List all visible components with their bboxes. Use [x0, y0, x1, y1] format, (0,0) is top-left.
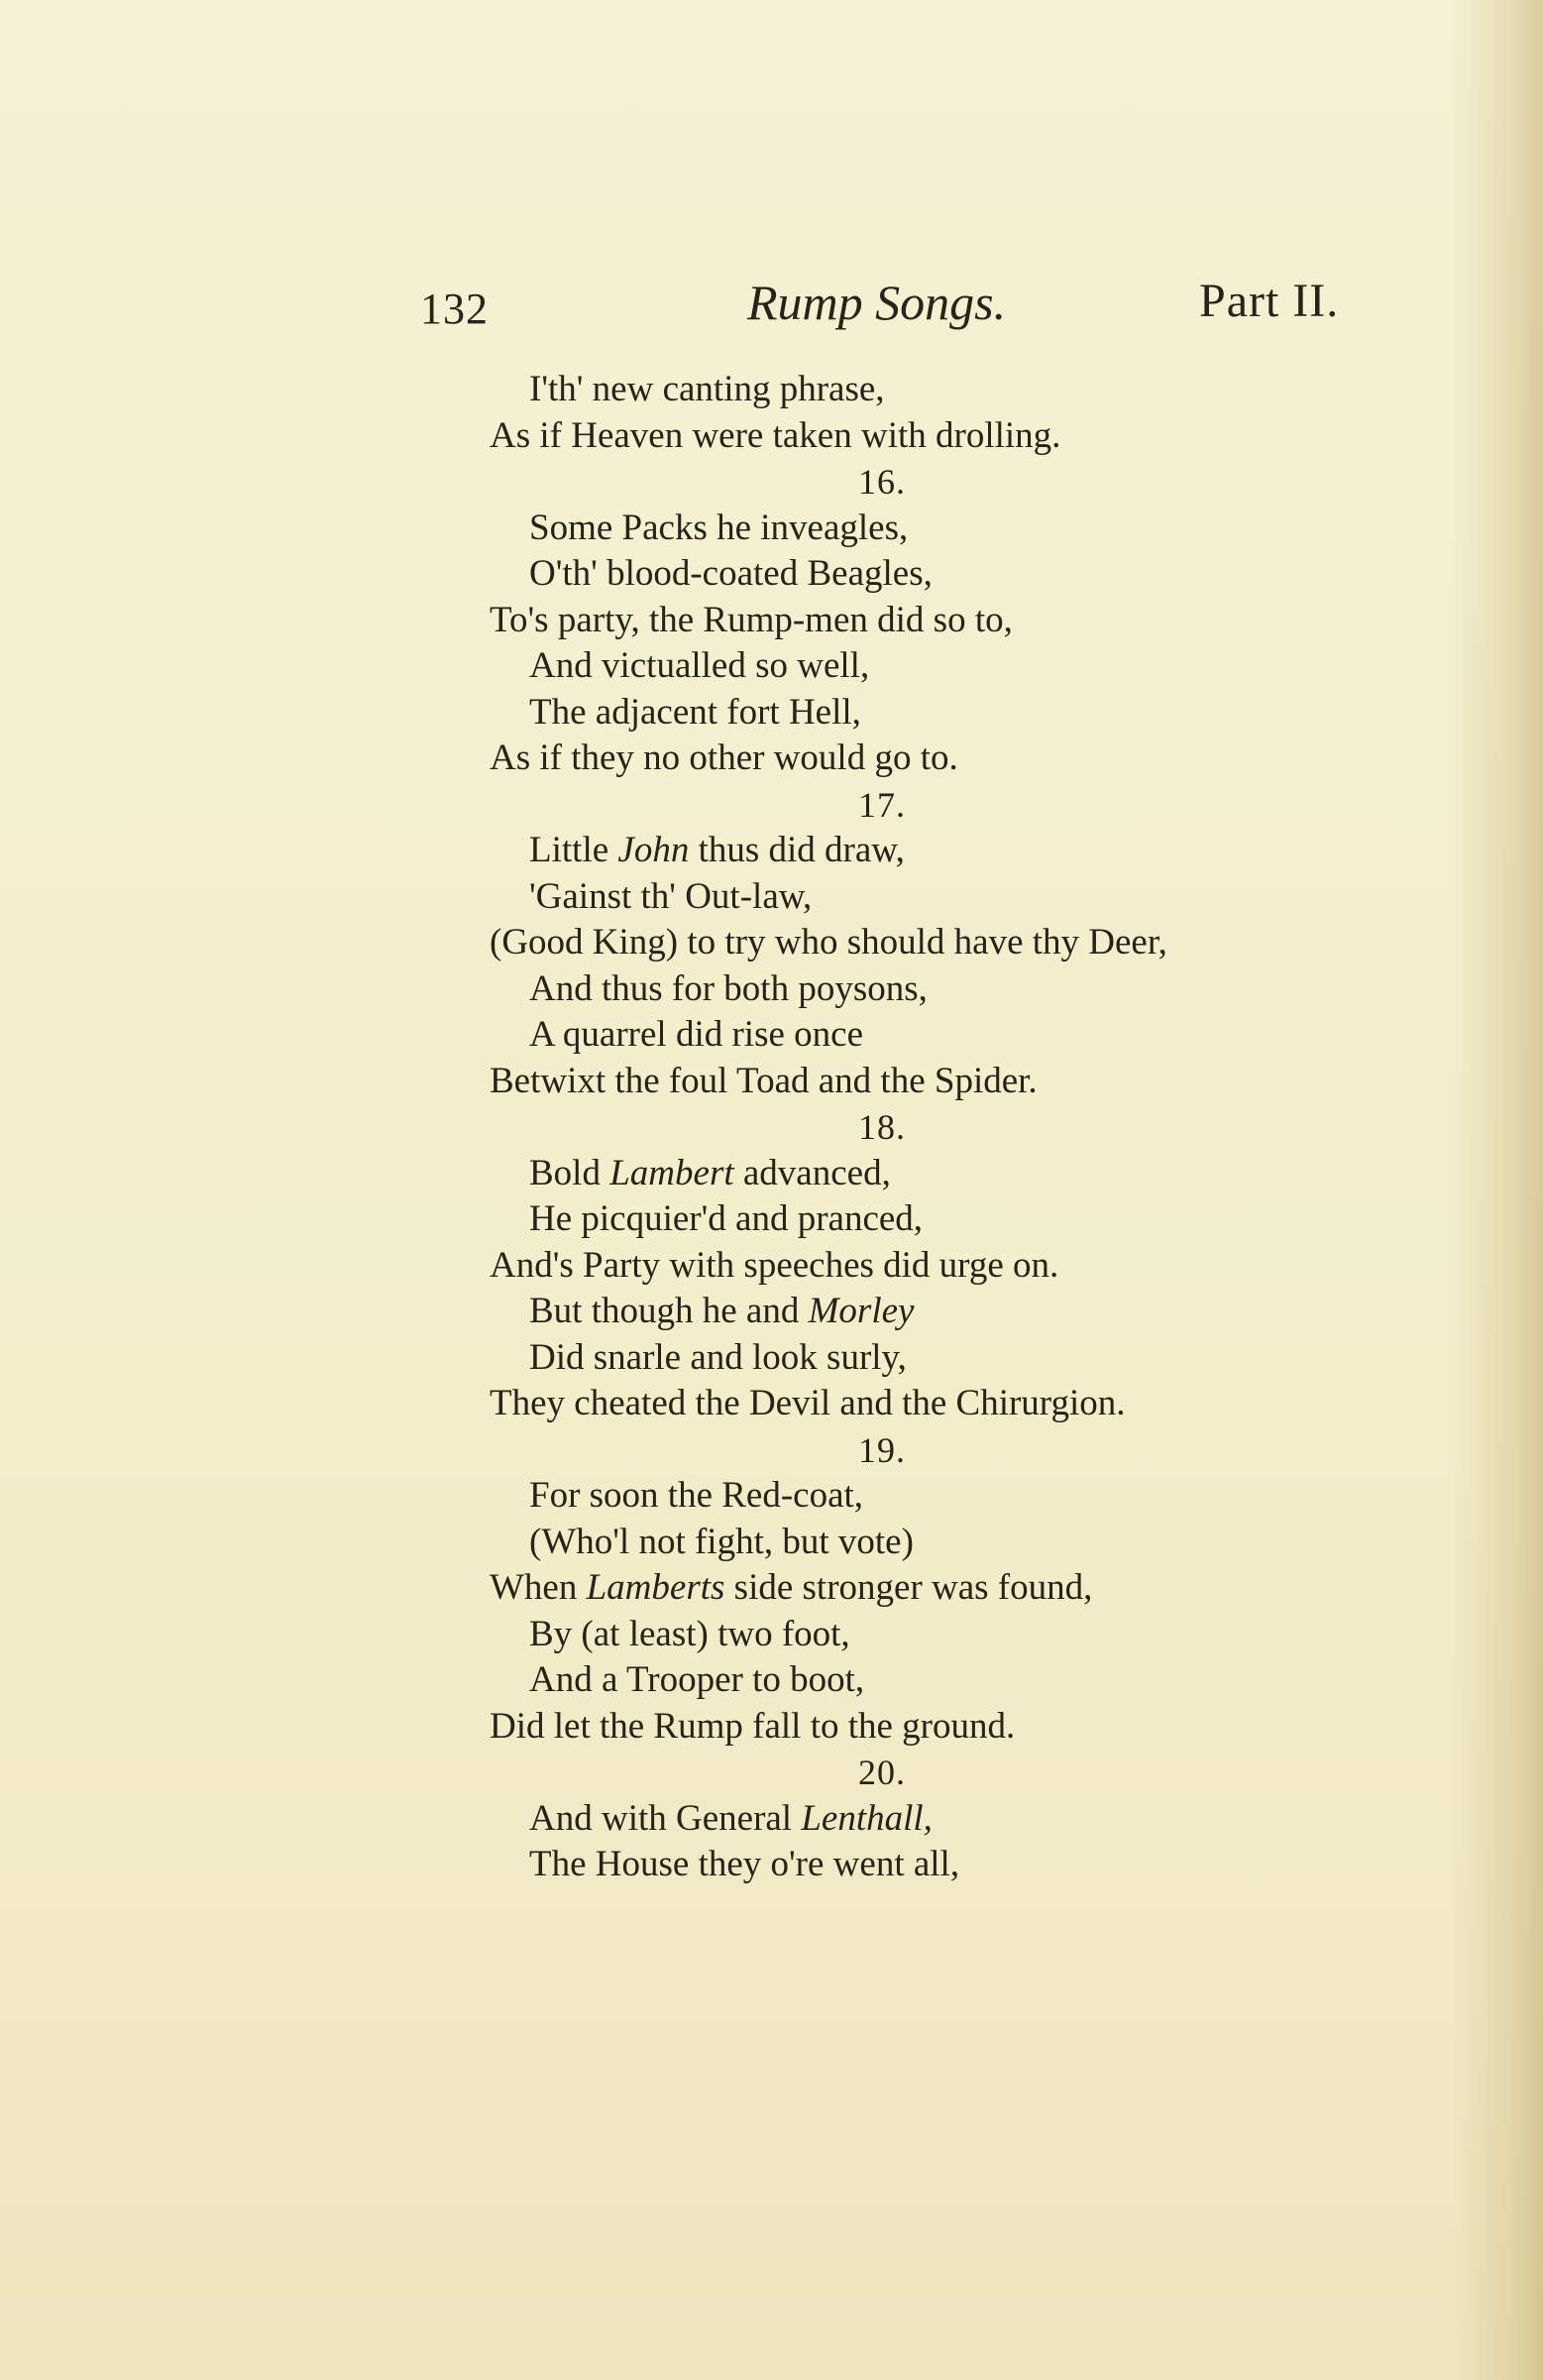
verse-line: [0, 598, 1543, 644]
verse-line: [0, 966, 1543, 1013]
verse-text: Did let the Rump fall to the ground.: [490, 1705, 1016, 1747]
verse-text: thus did draw,: [689, 830, 905, 870]
verse-text: By (at least) two foot,: [529, 1613, 850, 1654]
verse-text: For soon the Red-coat,: [529, 1475, 864, 1516]
verse-text: Some Packs he inveagles,: [529, 507, 909, 548]
verse-text: 19.: [858, 1429, 906, 1470]
verse-line: [0, 1842, 1543, 1888]
stanza-number: [0, 1427, 1543, 1474]
verse-text: The adjacent fort Hell,: [529, 691, 861, 733]
italic-name: Morley: [808, 1291, 915, 1331]
verse-text: And thus for both poysons,: [529, 967, 928, 1009]
verse-line: [0, 1565, 1543, 1612]
verse-line: [0, 1059, 1543, 1105]
italic-name: Lenthall,: [801, 1797, 933, 1839]
verse-line: [0, 413, 1543, 460]
verse-line: [0, 1381, 1543, 1427]
verse-line: [0, 1335, 1543, 1382]
verse-text: 20.: [858, 1753, 906, 1792]
stanza-number: [0, 782, 1543, 829]
verse-line: [0, 1520, 1543, 1566]
verse-text: Betwixt the foul Toad and the Spider.: [490, 1060, 1038, 1101]
page-header: [0, 274, 1543, 343]
verse-line: [0, 1196, 1543, 1243]
verse-text: As if they no other would go to.: [490, 737, 958, 778]
verse-line: [0, 736, 1543, 782]
verse-text: The House they o're went all,: [529, 1844, 960, 1884]
verse-text: Little: [529, 830, 618, 870]
part-label: Part II.: [1199, 275, 1340, 327]
verse-text: 18.: [858, 1107, 906, 1147]
verse-text: And a Trooper to boot,: [529, 1659, 865, 1700]
verse-line: [0, 1012, 1543, 1059]
verse-text: He picquier'd and pranced,: [529, 1198, 924, 1239]
stanza-number: [0, 1750, 1543, 1796]
verse-text: (Good King) to try who should have thy Deer,: [490, 922, 1167, 963]
verse-text: When: [490, 1567, 587, 1608]
verse-text: O'th' blood-coated Beagles,: [529, 553, 933, 594]
verse-text: 17.: [858, 784, 906, 825]
verse-line: [0, 1243, 1543, 1290]
stanza-number: [0, 459, 1543, 506]
verse-line: [0, 1796, 1543, 1843]
verse-text: They cheated the Devil and the Chirurgion.: [490, 1383, 1126, 1423]
verse-line: [0, 367, 1543, 413]
poem-body: [0, 367, 1543, 1888]
verse-text: (Who'l not fight, but vote): [529, 1521, 914, 1562]
verse-text: I'th' new canting phrase,: [529, 369, 885, 409]
verse-text: To's party, the Rump-men did so to,: [490, 599, 1013, 640]
verse-text: A quarrel did rise once: [529, 1014, 863, 1055]
verse-line: [0, 506, 1543, 552]
verse-text: And's Party with speeches did urge on.: [490, 1244, 1059, 1286]
verse-text: And victualled so well,: [529, 645, 870, 686]
verse-text: And with General: [529, 1797, 802, 1839]
verse-line: [0, 1612, 1543, 1658]
italic-name: John: [617, 830, 690, 870]
running-title: Rump Songs.: [747, 275, 1007, 330]
italic-name: Lambert: [609, 1152, 734, 1193]
verse-line: [0, 643, 1543, 690]
verse-line: [0, 1151, 1543, 1197]
verse-text: advanced,: [733, 1152, 891, 1193]
verse-line: [0, 920, 1543, 966]
verse-line: [0, 828, 1543, 874]
page-number: 132: [420, 284, 489, 333]
italic-name: Lamberts: [586, 1567, 725, 1608]
verse-text: Bold: [529, 1152, 610, 1193]
verse-text: Did snarle and look surly,: [529, 1336, 907, 1378]
stanza-number: [0, 1104, 1543, 1151]
verse-line: [0, 551, 1543, 598]
verse-text: 'Gainst th' Out-law,: [529, 875, 813, 917]
verse-line: [0, 1289, 1543, 1335]
verse-line: [0, 690, 1543, 737]
verse-line: [0, 874, 1543, 921]
verse-line: [0, 1657, 1543, 1704]
verse-text: As if Heaven were taken with drolling.: [490, 414, 1061, 456]
verse-text: 16.: [858, 462, 906, 502]
verse-text: But though he and: [529, 1291, 809, 1331]
verse-text: side stronger was found,: [724, 1567, 1093, 1608]
verse-line: [0, 1704, 1543, 1751]
verse-line: [0, 1473, 1543, 1520]
